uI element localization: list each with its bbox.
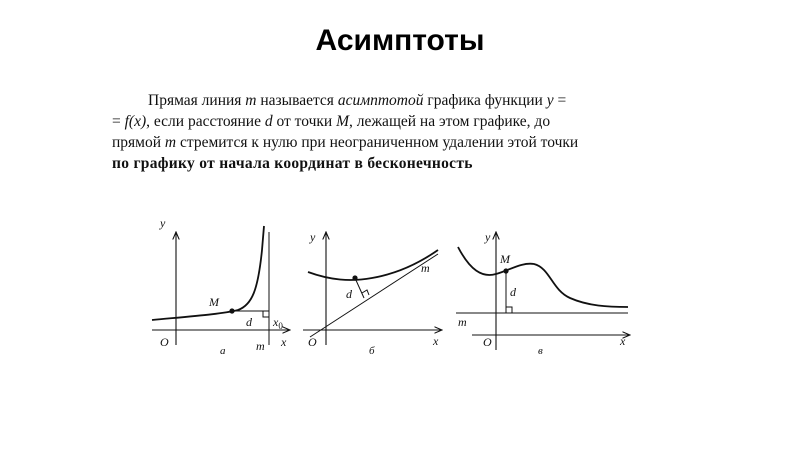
x0-label: $x_0$ [273,315,283,331]
origin-label: O [308,335,317,349]
function-curve [308,250,438,280]
distance-label: d [346,287,352,301]
var-y: y [546,92,554,109]
text-fragment: = [112,113,125,130]
point-M [352,275,357,280]
var-m: m [245,92,257,109]
figure-a [152,226,290,345]
function-curve [458,247,628,307]
term-asymptote: асимптотой [337,92,424,109]
asymptote-label: m [256,339,265,353]
point-M [503,268,508,273]
origin-label: O [483,335,492,349]
figure-caption: б [369,345,375,357]
text-fragment: называется [256,92,338,109]
definition-line-4: по графику от начала координат в бесконечность [112,155,473,172]
right-angle-mark [362,290,369,295]
asymptote-label: m [458,315,467,329]
text-fragment: графика функции [423,92,547,109]
x-label: x [281,335,287,349]
function-curve [152,226,264,320]
figure-caption: а [220,345,226,357]
text-fragment: = [553,92,567,109]
asymptote-line [310,254,438,337]
right-angle-mark [263,311,269,317]
right-angle-mark [506,307,512,313]
distance-label: d [246,315,252,329]
distance-segment [355,278,364,298]
y-label: y [485,230,491,244]
figure-c [456,232,630,350]
point-M-label: M [500,252,510,266]
figure-caption: в [538,345,543,357]
text-fragment: от точки [272,113,337,130]
text-fragment: прямой [112,134,165,151]
origin-label: O [160,335,169,349]
text-fragment: стремится к нулю при неограниченном удалении этой точки [176,134,579,151]
point-M [229,308,234,313]
figure-b [303,232,442,345]
y-label: y [310,230,316,244]
var-m: m [164,134,177,151]
var-M: M [336,113,349,130]
text-fragment: , лежащей на этом графике, до [348,113,551,130]
distance-label: d [510,285,516,299]
var-d: d [264,113,273,130]
y-label: y [160,216,166,230]
text-fragment: , если расстояние [146,113,265,130]
point-M-label: M [209,295,219,309]
x-label: x [433,334,439,348]
slide-title: Асимптоты [315,24,485,57]
text-fragment: Прямая линия [148,92,246,109]
asymptote-label: m [421,261,430,275]
x-label: x [620,334,626,348]
var-fx: f(x) [124,113,147,130]
